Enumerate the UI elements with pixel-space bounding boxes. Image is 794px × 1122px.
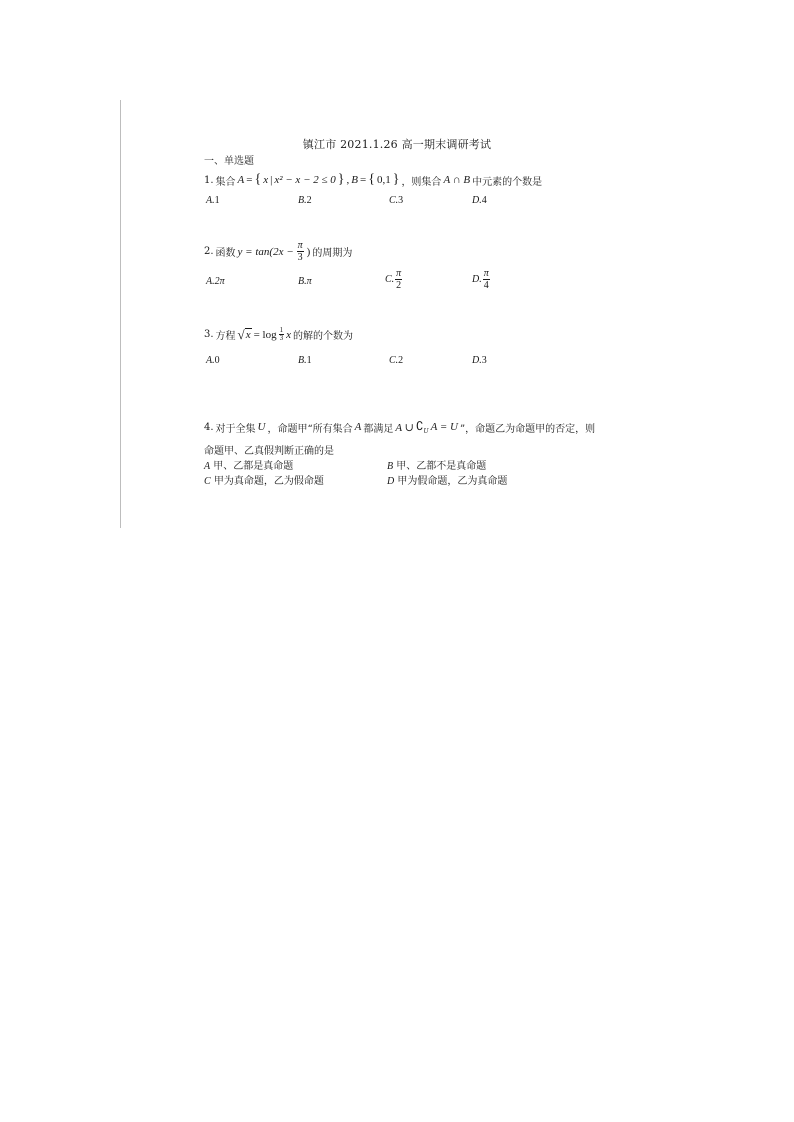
question-text: 对于全集 [215,423,256,435]
set-b-elements: 0,1 [376,174,391,186]
option-d: D. $\frac{\pi}{4}$ [472,268,489,291]
option-b: B.2 [298,195,312,206]
left-brace: { [368,172,375,187]
option-d: D.4 [472,195,487,206]
set-a-condition: x² − x − 2 ≤ 0 [274,174,336,186]
fraction-pi-over-2: $\frac{\pi}{2}$ [396,268,402,291]
option-b: B.π [298,276,312,287]
equals-sign: = [246,174,253,186]
fraction-pi-over-3: $\frac{\pi}{3}$ [297,240,303,263]
question-text: 中元素的个数是 [472,176,543,188]
question-text: ，命题甲“所有集合 [267,423,353,435]
fraction-pi-over-4: $\frac{\pi}{4}$ [483,268,489,291]
set-a-builder-var: x [263,174,269,186]
option-c: C. $\frac{\pi}{2}$ [385,268,402,291]
question-text: 都满足 [363,423,394,435]
option-b: B 甲、乙都不是真命题 [387,461,487,472]
question-text: 的解的个数为 [292,331,353,342]
set-var: A [354,421,362,433]
option-d: D.3 [472,355,487,366]
question-text: 集合 [215,176,236,188]
option-d: D 甲为假命题，乙为真命题 [387,476,508,487]
right-brace: } [337,172,345,187]
set-a-var: A [237,174,245,186]
universe-var: U [257,421,266,433]
function-expr: y = tan(2x − [237,245,294,258]
exam-title: 镇江市 2021.1.26 高一期末调研考试 [302,138,492,151]
option-a: A.1 [206,195,220,206]
log-base-fraction: $\frac{1}{3}$ [279,326,284,342]
question-number: 4. [204,421,214,433]
option-c: C.3 [389,195,404,206]
question-number: 1. [204,174,214,186]
left-brace: { [254,172,262,187]
sqrt-expr: √ x [237,327,251,342]
right-brace: } [392,172,400,187]
such-that-bar: | [270,174,273,186]
question-number: 3. [204,329,214,340]
option-a: A.2π [206,276,225,287]
radical-sign: √ [237,327,245,342]
question-1-stem [204,172,542,188]
question-text: 方程 [215,331,236,342]
option-b: B.1 [298,355,312,366]
page-margin-line [120,100,121,528]
set-b-var: B [351,174,358,186]
option-c: C 甲为真命题，乙为假命题 [204,476,324,487]
question-3-stem [204,327,353,342]
close-paren: ) [306,245,311,258]
question-number: 2. [204,246,214,257]
option-c: C.2 [389,355,404,366]
question-4-stem-line-2: 命题甲、乙真假判断正确的是 [204,446,334,457]
question-text: 函数 [215,248,236,259]
question-4-stem-line-1 [204,419,595,435]
union-expr: A ∪ [395,421,414,434]
question-text: ”，命题乙为命题甲的否定，则 [459,423,596,435]
intersection-expr: A ∩ B [443,174,471,186]
option-a: A 甲、乙都是真命题 [204,461,294,472]
complement-symbol: $∁_U$ [415,419,429,435]
option-a: A.0 [206,355,220,366]
question-text: 的周期为 [312,248,353,259]
union-expr-rhs: A = U [430,421,458,433]
question-text: ，则集合 [401,176,442,188]
log-arg: x [286,328,291,341]
section-heading: 一、单选题 [204,156,254,167]
separator: , [346,174,350,186]
question-2-stem [204,240,352,263]
equals-sign: = [360,174,367,186]
equals-log: = log [253,328,277,341]
